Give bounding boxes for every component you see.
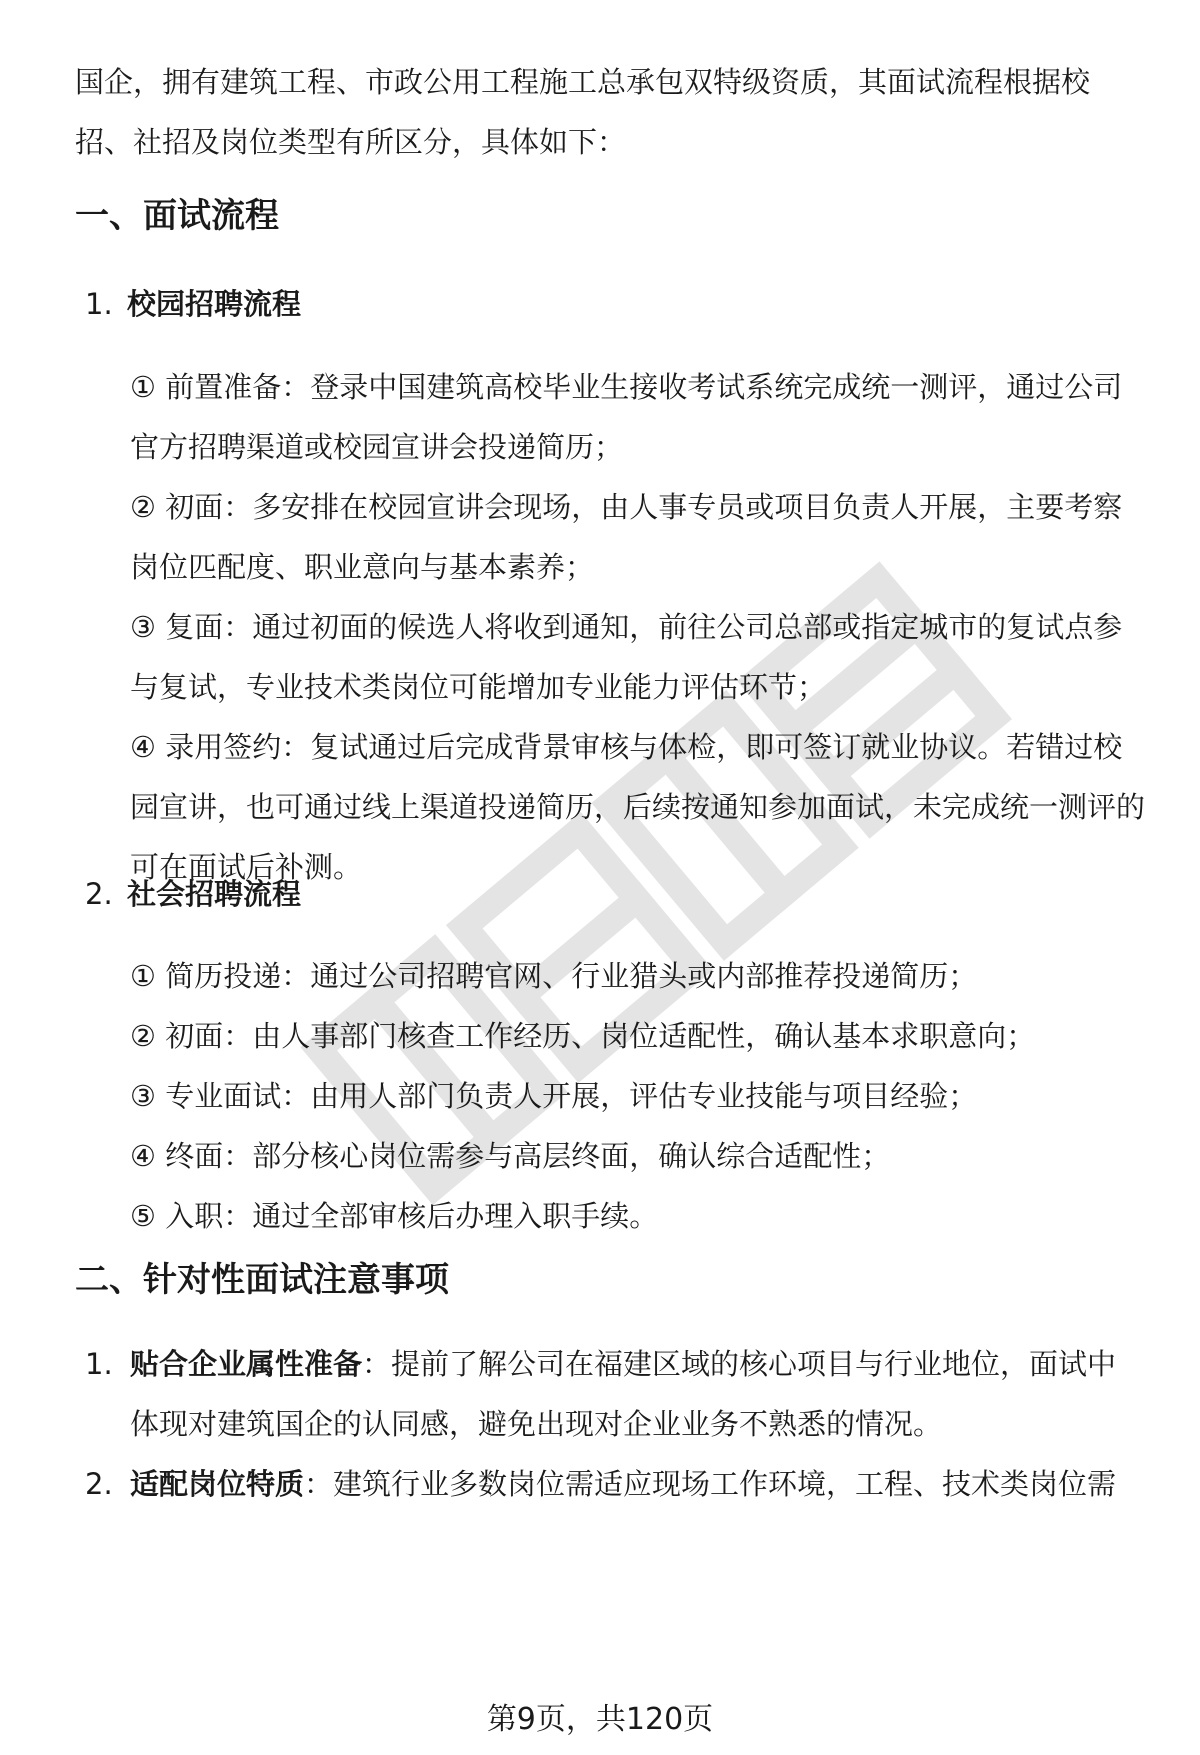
subheading-social-recruitment xyxy=(85,872,301,916)
social-steps-list xyxy=(130,946,1150,1246)
item-body xyxy=(130,1334,1145,1454)
list-item: ④ 录用签约：复试通过后完成背景审核与体检，即可签订就业协议。若错过校园宣讲，也可通过线上渠道投递简历，后续按通知参加面试，未完成统一测评的可在面试后补测。 xyxy=(130,730,1146,884)
list-item: ② 初面：由人事部门核查工作经历、岗位适配性，确认基本求职意向； xyxy=(130,1019,1036,1053)
item-body xyxy=(130,1454,1145,1514)
list-item: ① 前置准备：登录中国建筑高校毕业生接收考试系统完成统一测评，通过公司官方招聘渠道或校园宣讲会投递简历； xyxy=(130,370,1123,464)
subheading-title: 社会招聘流程 xyxy=(127,877,302,911)
list-item: ① 简历投递：通过公司招聘官网、行业猎头或内部推荐投递简历； xyxy=(130,959,978,993)
list-item: ④ 终面：部分核心岗位需参与高层终面，确认综合适配性； xyxy=(130,1139,891,1173)
item-number: 1. xyxy=(85,1347,113,1381)
section-heading-interview-process: 一、面试流程 xyxy=(75,196,279,236)
subheading-number: 2. xyxy=(85,877,113,911)
subheading-title: 校园招聘流程 xyxy=(127,287,302,321)
subheading-number: 1. xyxy=(85,287,113,321)
list-item xyxy=(85,1334,1145,1454)
subheading-campus-recruitment xyxy=(85,282,301,326)
intro-paragraph: 国企，拥有建筑工程、市政公用工程施工总承包双特级资质，其面试流程根据校招、社招及岗位类型有所区分，具体如下： xyxy=(75,65,1091,159)
list-item: ③ 复面：通过初面的候选人将收到通知，前往公司总部或指定城市的复试点参与复试，专业技术类岗位可能增加专业能力评估环节； xyxy=(130,610,1123,704)
page-number-footer: 第9页，共120页 xyxy=(486,1702,714,1737)
list-item: ⑤ 入职：通过全部审核后办理入职手续。 xyxy=(130,1199,659,1233)
list-item: ② 初面：多安排在校园宣讲会现场，由人事专员或项目负责人开展，主要考察岗位匹配度、职业意向与基本素养； xyxy=(130,490,1123,584)
item-text: ：建筑行业多数岗位需适应现场工作环境，工程、技术类岗位需 xyxy=(304,1467,1117,1501)
item-lead: 贴合企业属性准备 xyxy=(130,1347,363,1381)
interview-notes-list xyxy=(85,1334,1145,1514)
item-number: 2. xyxy=(85,1467,113,1501)
item-lead: 适配岗位特质 xyxy=(130,1467,305,1501)
list-item: ③ 专业面试：由用人部门负责人开展，评估专业技能与项目经验； xyxy=(130,1079,978,1113)
section-heading-interview-notes: 二、针对性面试注意事项 xyxy=(75,1260,449,1300)
item-text: ：提前了解公司在福建区域的核心项目与行业地位，面试中体现对建筑国企的认同感，避免出现对企业业务不熟悉的情况。 xyxy=(130,1347,1117,1441)
campus-steps-list xyxy=(130,357,1150,897)
list-item xyxy=(85,1454,1145,1514)
